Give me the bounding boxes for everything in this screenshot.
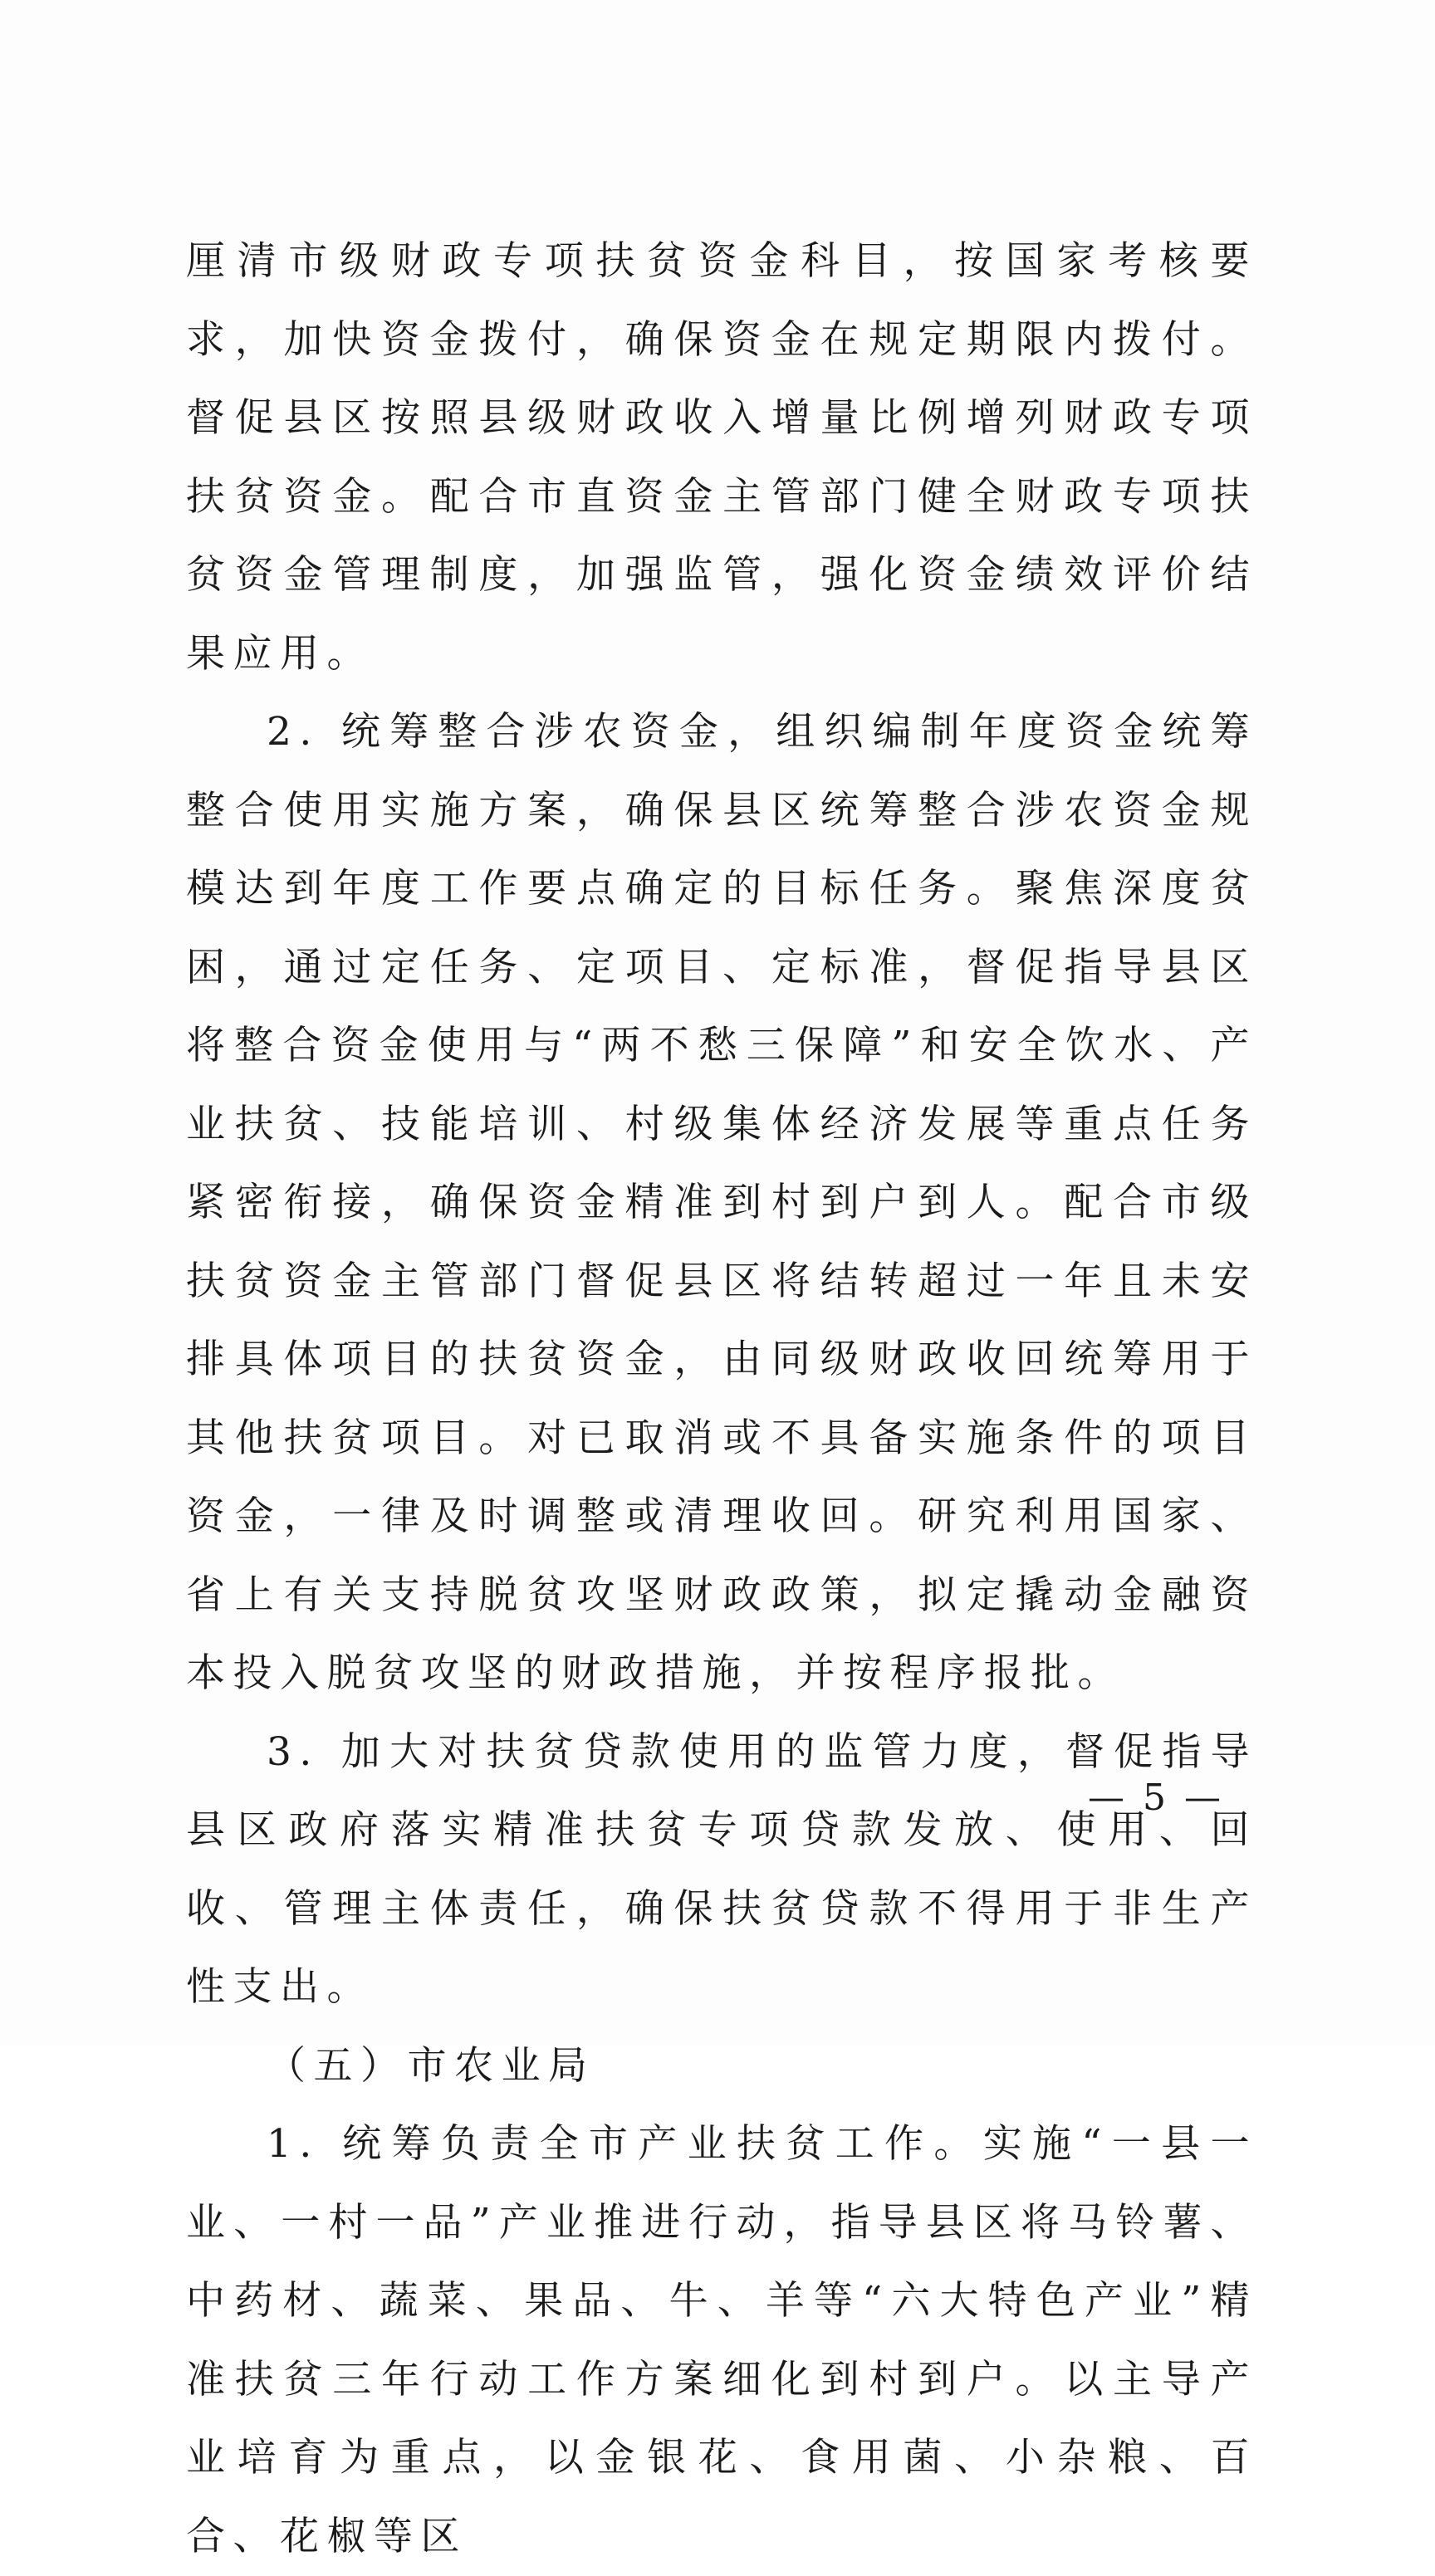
paragraph-item-3: 3. 加大对扶贫贷款使用的监管力度，督促指导县区政府落实精准扶贫专项贷款发放、使用、回收、管理主体责任，确保扶贫贷款不得用于非生产性支出。 — [186, 1728, 1257, 2010]
paragraph-item-1: 1. 统筹负责全市产业扶贫工作。实施“一县一业、一村一品”产业推进行动，指导县区将马铃薯、中药材、蔬菜、果品、牛、羊等“六大特色产业”精准扶贫三年行动工作方案细化到村到户。以主导产业培育为重点，以金银花、食用菌、小杂粮、百合、花椒等区 — [186, 2121, 1257, 2559]
paragraph-item-2: 2. 统筹整合涉农资金，组织编制年度资金统筹整合使用实施方案，确保县区统筹整合涉农资金规模达到年度工作要点确定的目标任务。聚焦深度贫困，通过定任务、定项目、定标准，督促指导县区将整合资金使用与“两不愁三保障”和安全饮水、产业扶贫、技能培训、村级集体经济发展等重点任务紧密衔接，确保资金精准到村到户到人。配合市级扶贫资金主管部门督促县区将结转超过一年且未安排具体项目的扶贫资金，由同级财政收回统筹用于其他扶贫项目。对已取消或不具备实施条件的项目资金，一律及时调整或清理收回。研究利用国家、省上有关支持脱贫攻坚财政政策，拟定撬动金融资本投入脱贫攻坚的财政措施，并按程序报批。 — [186, 709, 1257, 1696]
page-number: — 5 — — [1088, 1777, 1224, 1819]
paragraph-continued: 厘清市级财政专项扶贫资金科目，按国家考核要求，加快资金拨付，确保资金在规定期限内拨付。督促县区按照县级财政收入增量比例增列财政专项扶贫资金。配合市直资金主管部门健全财政专项扶贫资金管理制度，加强监管，强化资金绩效评价结果应用。 — [186, 238, 1257, 677]
section-heading: （五）市农业局 — [267, 2042, 595, 2089]
document-body — [186, 222, 1257, 2576]
